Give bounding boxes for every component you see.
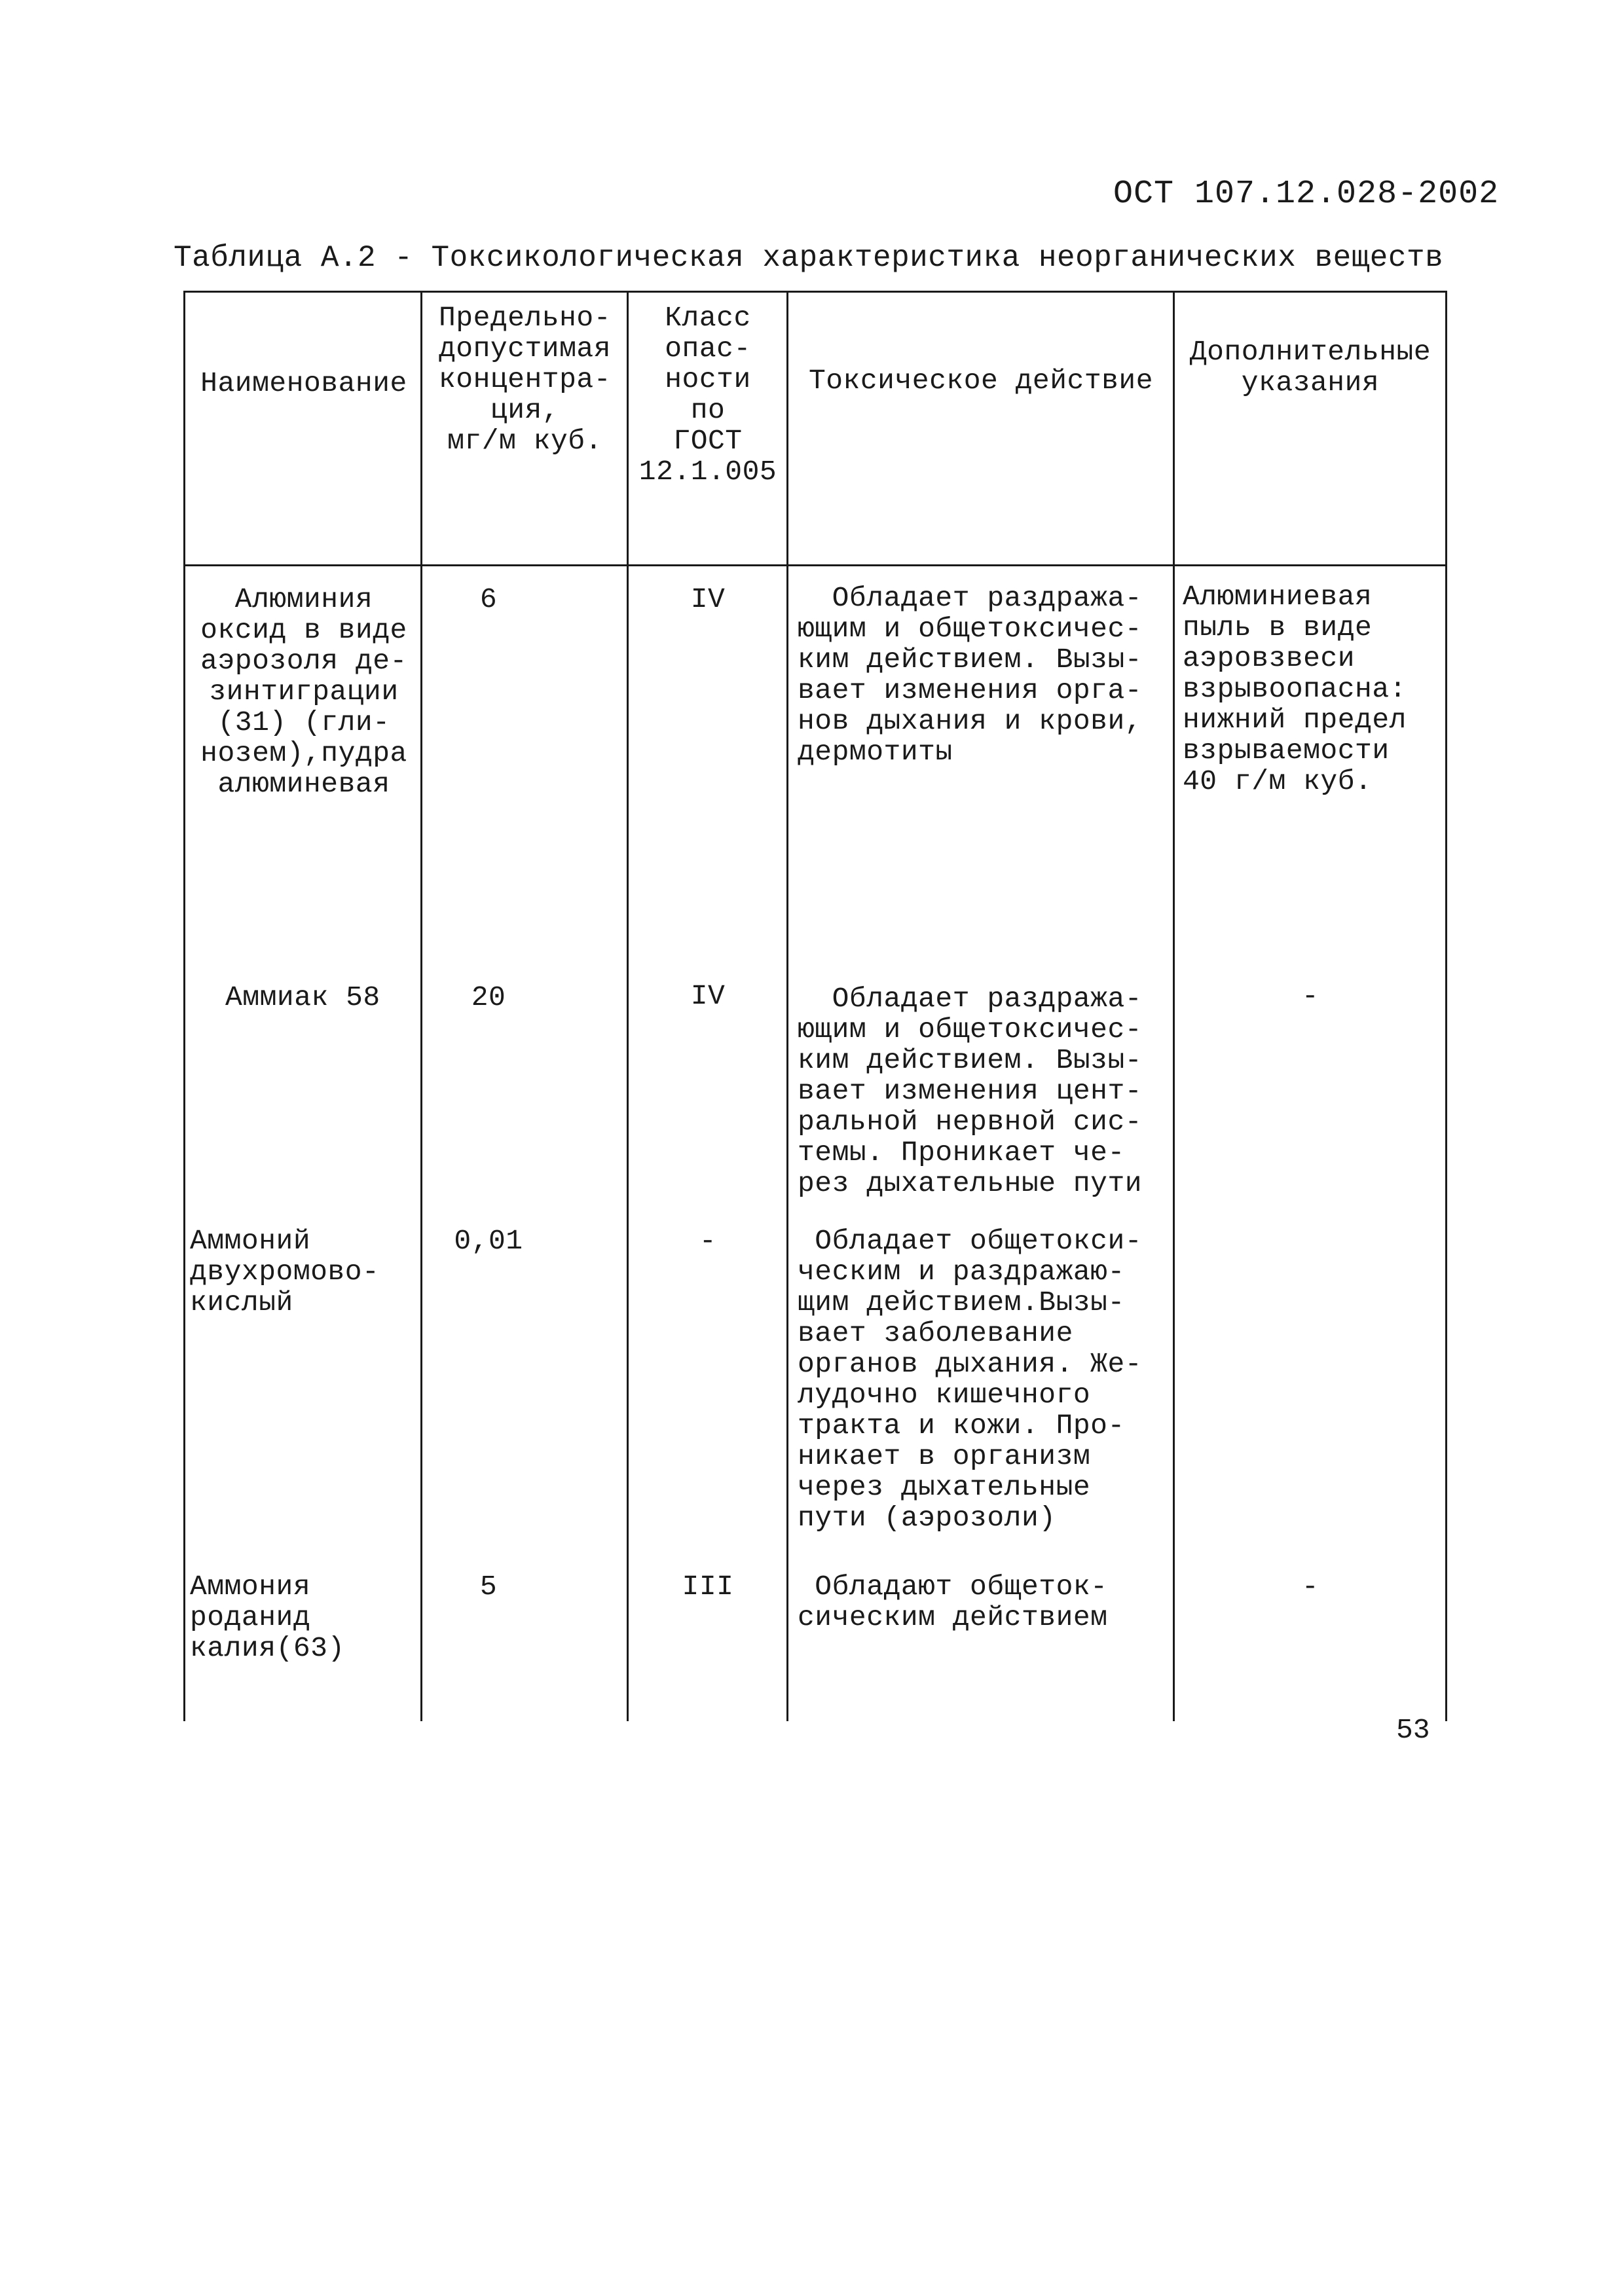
row-3-hazard-class: - — [699, 1225, 717, 1257]
header-toxic-action: Токсическое действие — [808, 365, 1154, 397]
toxicology-table — [183, 291, 1447, 1724]
standard-code: ОСТ 107.12.028-2002 — [1113, 175, 1500, 213]
row-3-toxic-action: Обладает общетокси- ческим и раздражаю- щим действием.Вызы- вает заболевание органов дыхания. Же- лудочно кишечного тракта и кожи. Про- никает в организм через дыхательные пути (аэрозоли) — [798, 1225, 1143, 1534]
row-4-notes: - — [1301, 1571, 1320, 1603]
row-4-toxic-action: Обладают общеток- сическим действием — [798, 1571, 1108, 1633]
row-3-mpc: 0,01 — [454, 1225, 523, 1257]
header-bottom-border — [183, 564, 1447, 566]
row-1-toxic-action: Обладает раздража- ющим и общетоксичес- ким действием. Вызы- вает изменения орга- нов дыхания и крови, дермотиты — [798, 582, 1143, 768]
header-name: Наименование — [200, 367, 407, 399]
row-2-hazard-class: IV — [690, 980, 726, 1012]
row-2-notes: - — [1301, 980, 1320, 1012]
row-1-name: Алюминия оксид в виде аэрозоля де- зинтиграции (31) (гли- нозем),пудра алюминевая — [200, 583, 407, 800]
column-divider-1 — [420, 291, 422, 1721]
column-divider-3 — [786, 291, 788, 1721]
column-divider-5 — [1445, 291, 1447, 1721]
row-3-name: Аммоний двухромово- кислый — [190, 1225, 380, 1319]
column-divider-4 — [1173, 291, 1175, 1721]
row-4-hazard-class: III — [682, 1571, 734, 1603]
row-1-hazard-class: IV — [690, 583, 726, 615]
table-caption: Таблица А.2 - Токсикологическая характеристика неорганических веществ — [174, 241, 1444, 275]
row-2-mpc: 20 — [471, 981, 506, 1013]
page-number: 53 — [1396, 1714, 1430, 1746]
row-1-mpc: 6 — [479, 583, 498, 615]
column-divider-0 — [183, 291, 185, 1721]
column-divider-2 — [627, 291, 629, 1721]
row-1-notes: Алюминиевая пыль в виде аэровзвеси взрывоопасна: нижний предел взрываемости 40 г/м куб. — [1183, 581, 1407, 797]
row-2-toxic-action: Обладает раздража- ющим и общетоксичес- ким действием. Вызы- вает изменения цент- ральной нервной сис- темы. Проникает че- рез дыхательные пути — [798, 983, 1143, 1199]
row-4-mpc: 5 — [479, 1571, 498, 1603]
header-mpc: Предельно- допустимая концентра- ция, мг/м куб. — [438, 302, 612, 457]
header-hazard-class: Класс опас- ности по ГОСТ 12.1.005 — [638, 302, 777, 488]
header-notes: Дополнительные указания — [1189, 336, 1431, 399]
row-4-name: Аммония роданид калия(63) — [190, 1571, 345, 1664]
table-top-border — [183, 291, 1447, 293]
row-2-name: Аммиак 58 — [225, 981, 380, 1013]
